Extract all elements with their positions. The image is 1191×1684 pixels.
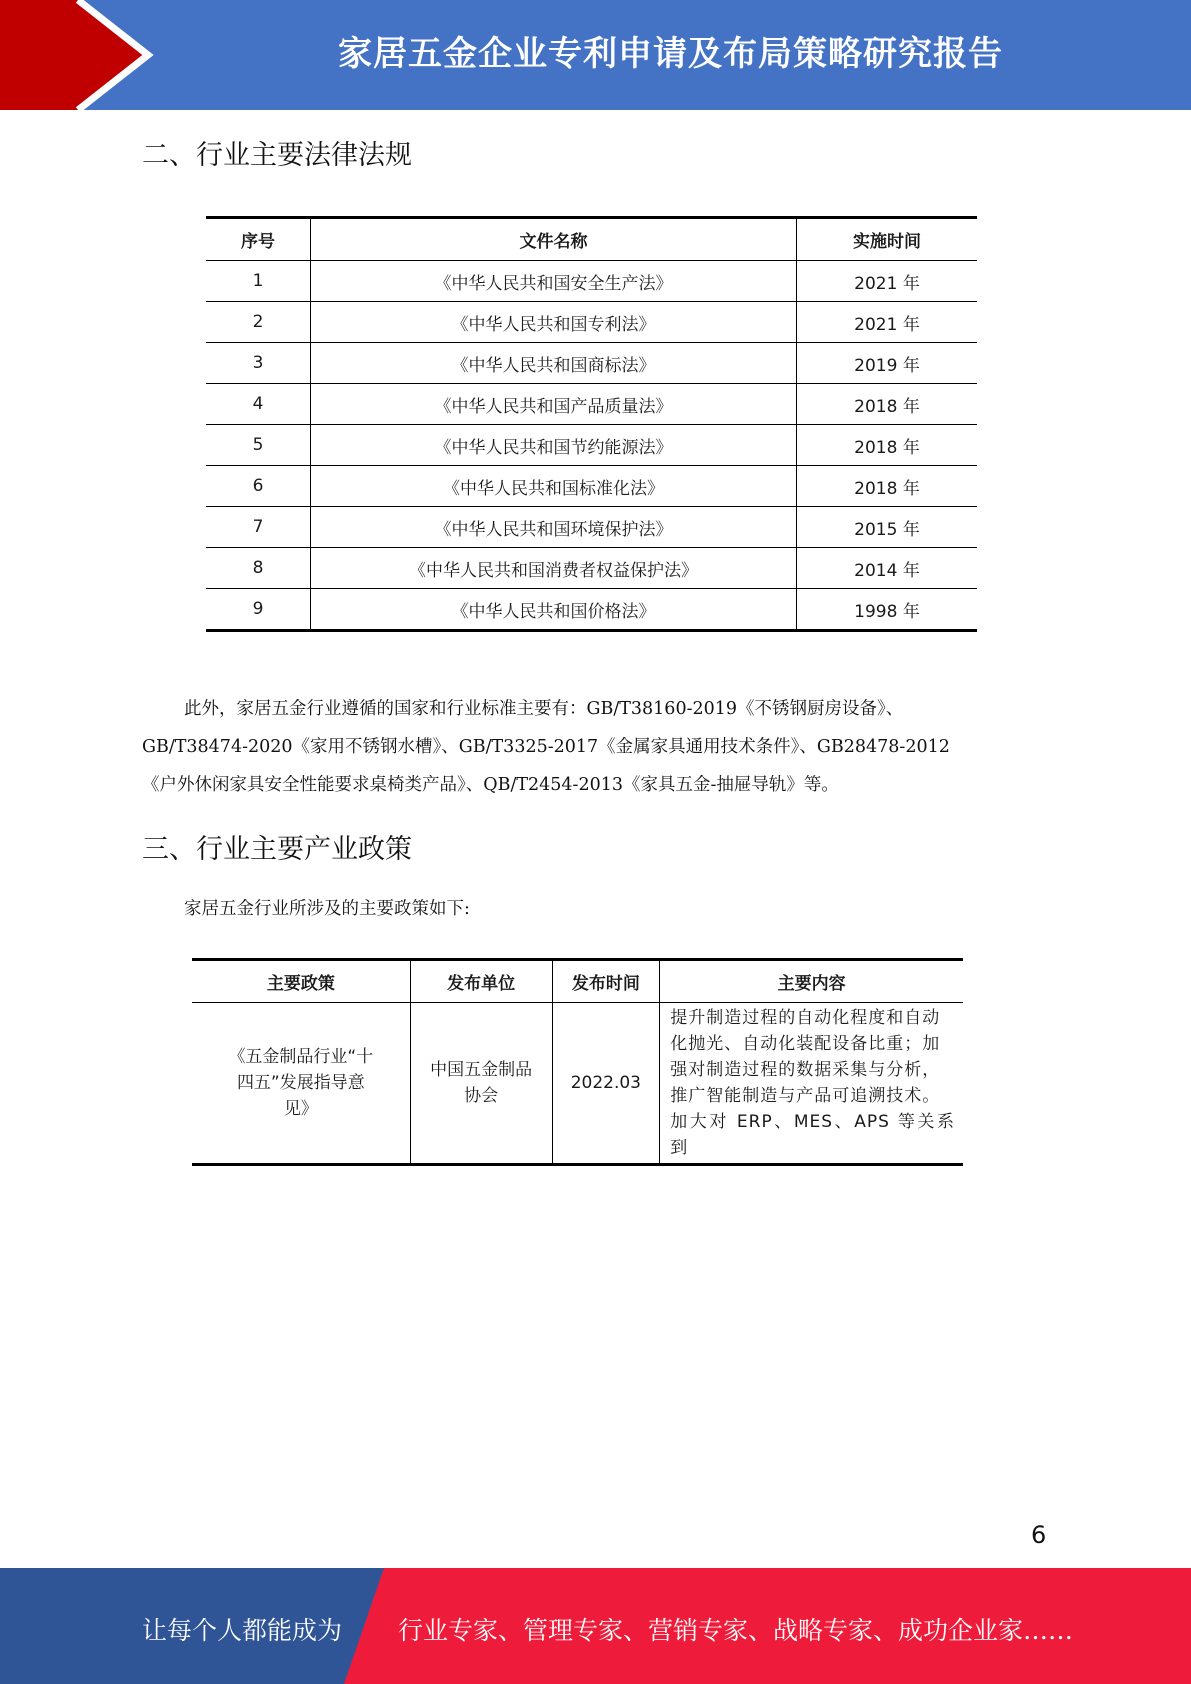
cell-number: 4	[206, 384, 311, 425]
cell-number: 6	[206, 466, 311, 507]
table-row	[192, 1003, 963, 1165]
cell-date: 2014 年	[797, 548, 978, 589]
table-row	[206, 466, 977, 507]
cell-name: 《中华人民共和国专利法》	[311, 302, 797, 343]
paragraph-line: 《户外休闲家具安全性能要求桌椅类产品》、QB/T2454-2013《家具五金-抽屉导轨》等。	[142, 775, 839, 795]
cell-date: 2021 年	[797, 302, 978, 343]
paragraph-line: 此外，家居五金行业遵循的国家和行业标准主要有：GB/T38160-2019《不锈钢厨房设备》、	[184, 699, 904, 719]
cell-number: 2	[206, 302, 311, 343]
cell-date: 2021 年	[797, 261, 978, 302]
cell-date: 1998 年	[854, 601, 920, 622]
table-row	[206, 384, 977, 425]
table-row	[206, 425, 977, 466]
cell-name: 《中华人民共和国产品质量法》	[311, 384, 797, 425]
page-number: 6	[1031, 1521, 1047, 1549]
policies-intro: 家居五金行业所涉及的主要政策如下:	[184, 899, 470, 919]
cell-issuer: 中国五金制品 协会	[410, 1003, 552, 1165]
cell-release-date: 2022.03	[552, 1003, 660, 1165]
footer-banner	[0, 1568, 1191, 1684]
section-heading-laws: 二、行业主要法律法规	[142, 140, 412, 171]
cell-name: 《中华人民共和国价格法》	[311, 589, 797, 631]
section-heading-policies: 三、行业主要产业政策	[142, 834, 412, 865]
cell-name: 《中华人民共和国环境保护法》	[311, 507, 797, 548]
cell-number: 7	[206, 507, 311, 548]
cell-date: 2018 年	[797, 384, 978, 425]
cell-name: 《中华人民共和国安全生产法》	[311, 261, 797, 302]
laws-table	[206, 216, 977, 632]
table-header-row	[192, 960, 963, 1003]
footer-slogan-right: 行业专家、管理专家、营销专家、战略专家、成功企业家……	[398, 1616, 1074, 1645]
standards-paragraph	[142, 690, 1042, 804]
cell-number: 8	[206, 548, 311, 589]
column-header-content: 主要内容	[660, 960, 963, 1003]
cell-content: 提升制造过程的自动化程度和自动 化抛光、自动化装配设备比重；加 强对制造过程的数据采集与分析， 推广智能制造与产品可追溯技术。 加大对 ERP、MES、APS 等关系到	[670, 1008, 955, 1158]
table-row	[206, 548, 977, 589]
table-row	[206, 261, 977, 302]
column-header-date: 实施时间	[797, 218, 978, 261]
column-header-issuer: 发布单位	[410, 960, 552, 1003]
table-row	[206, 589, 977, 631]
table-row	[206, 302, 977, 343]
cell-number: 3	[206, 343, 311, 384]
column-header-number: 序号	[206, 218, 311, 261]
footer-slogan-left: 让每个人都能成为	[142, 1616, 343, 1645]
cell-date: 2018 年	[797, 425, 978, 466]
cell-name: 《中华人民共和国节约能源法》	[311, 425, 797, 466]
cell-number: 1	[206, 261, 311, 302]
cell-date: 2015 年	[797, 507, 978, 548]
table-row	[206, 343, 977, 384]
policies-table	[192, 958, 963, 1166]
report-title: 家居五金企业专利申请及布局策略研究报告	[338, 34, 1003, 74]
cell-number: 9	[206, 589, 311, 631]
cell-number: 5	[206, 425, 311, 466]
cell-name: 《中华人民共和国标准化法》	[311, 466, 797, 507]
table-header-row	[206, 218, 977, 261]
paragraph-line: GB/T38474-2020《家用不锈钢水槽》、GB/T3325-2017《金属家具通用技术条件》、GB28478-2012	[142, 737, 950, 757]
cell-name: 《中华人民共和国消费者权益保护法》	[311, 548, 797, 589]
column-header-release-date: 发布时间	[552, 960, 660, 1003]
cell-date: 2019 年	[797, 343, 978, 384]
cell-policy: 《五金制品行业“十 四五”发展指导意 见》	[192, 1003, 410, 1165]
header-banner	[0, 0, 1191, 110]
column-header-name: 文件名称	[311, 218, 797, 261]
column-header-policy: 主要政策	[192, 960, 410, 1003]
cell-date: 2018 年	[797, 466, 978, 507]
table-row	[206, 507, 977, 548]
cell-name: 《中华人民共和国商标法》	[311, 343, 797, 384]
